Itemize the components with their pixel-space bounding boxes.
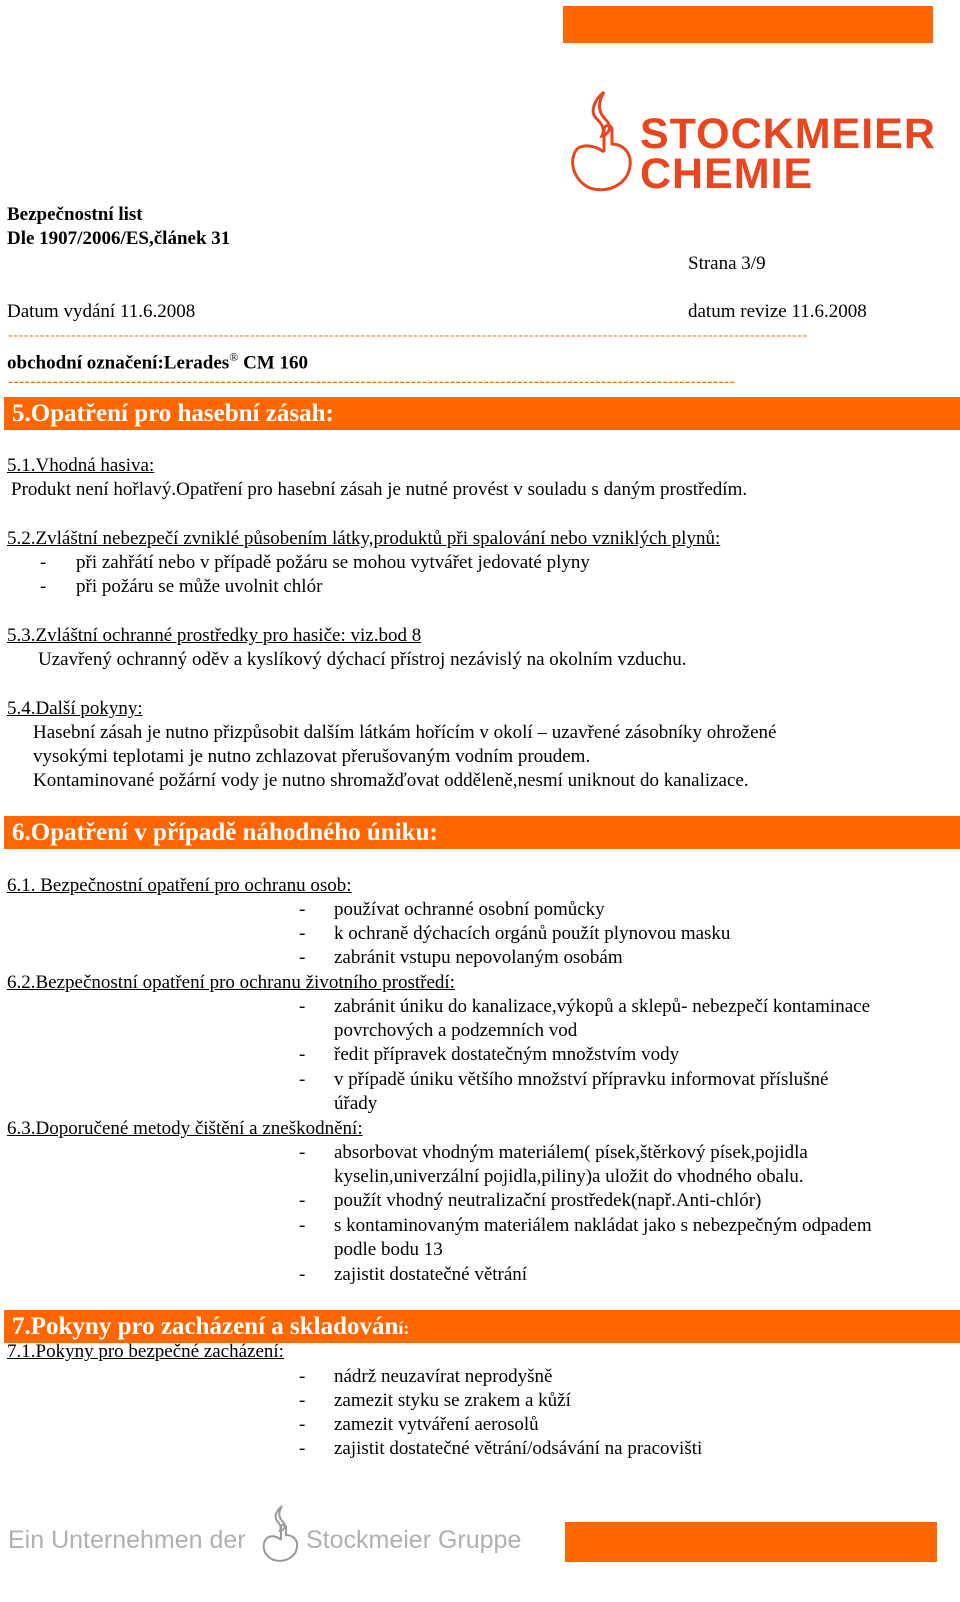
s62-dash-3: - xyxy=(299,1069,306,1090)
logo-brand-line1: STOCKMEIER xyxy=(640,110,936,158)
s61-dash-2: - xyxy=(299,923,306,944)
s62-item-3a: v případě úniku většího množství přípravku informovat příslušné xyxy=(334,1069,829,1090)
s62-item-1b: povrchových a podzemních vod xyxy=(334,1020,578,1041)
doc-title: Bezpečnostní list xyxy=(7,204,143,225)
s71-dash-4: - xyxy=(299,1438,306,1459)
s51-heading: 5.1.Vhodná hasiva: xyxy=(7,455,155,476)
section-6-bar xyxy=(4,816,960,849)
s63-item-4: zajistit dostatečné větrání xyxy=(334,1264,528,1285)
footer-left-text: Ein Unternehmen der xyxy=(8,1526,246,1554)
trade-name-suffix: CM 160 xyxy=(238,352,308,374)
trade-name xyxy=(7,350,308,374)
issue-date: Datum vydání 11.6.2008 xyxy=(7,301,196,322)
s63-dash-2: - xyxy=(299,1190,306,1211)
s62-item-2: ředit přípravek dostatečným množstvím vody xyxy=(334,1044,680,1065)
s52-item-1: při zahřátí nebo v případě požáru se mohou vytvářet jedovaté plyny xyxy=(76,552,590,573)
section-5-title: 5.Opatření pro hasební zásah: xyxy=(12,400,334,427)
s63-dash-4: - xyxy=(299,1264,306,1285)
s52-dash-2: - xyxy=(40,576,47,597)
s71-item-4: zajistit dostatečné větrání/odsávání na pracovišti xyxy=(334,1438,703,1459)
flame-hand-icon xyxy=(566,88,636,198)
s54-line-2: vysokými teplotami je nutno zchlazovat přerušovaným vodním proudem. xyxy=(33,746,591,767)
trade-name-label: obchodní označení:Lerades xyxy=(7,352,230,374)
regulation-line: Dle 1907/2006/ES,článek 31 xyxy=(7,228,231,249)
hand-flame-footer-icon xyxy=(260,1504,300,1564)
s51-text: Produkt není hořlavý.Opatření pro hasební zásah je nutné provést v souladu s daným prostředím. xyxy=(11,479,748,500)
s63-dash-1: - xyxy=(299,1142,306,1163)
s63-item-3b: podle bodu 13 xyxy=(334,1239,443,1260)
s71-dash-3: - xyxy=(299,1414,306,1435)
s71-item-3: zamezit vytváření aerosolů xyxy=(334,1414,539,1435)
section-7-bar xyxy=(4,1310,960,1343)
s52-item-2: při požáru se může uvolnit chlór xyxy=(76,576,323,597)
s61-heading: 6.1. Bezpečnostní opatření pro ochranu osob: xyxy=(7,875,352,896)
header-accent-bar xyxy=(563,6,933,43)
s52-heading: 5.2.Zvláštní nebezpečí zvniklé působením látky,produktů při spalování nebo vzniklých plynů: xyxy=(7,528,721,549)
s54-line-1: Hasební zásah je nutno přizpůsobit dalším látkám hořícím v okolí – uzavřené zásobníky ohrožené xyxy=(33,722,777,743)
section-7-title-main: 7.Pokyny pro zacházení a skladován xyxy=(12,1313,399,1340)
s61-item-3: zabránit vstupu nepovolaným osobám xyxy=(334,947,623,968)
s61-dash-1: - xyxy=(299,899,306,920)
section-5-bar xyxy=(4,397,960,430)
s71-item-1: nádrž neuzavírat neprodyšně xyxy=(334,1366,553,1387)
section-6-title: 6.Opatření v případě náhodného úniku: xyxy=(12,819,438,846)
s71-dash-2: - xyxy=(299,1390,306,1411)
s63-item-3a: s kontaminovaným materiálem nakládat jako s nebezpečným odpadem xyxy=(334,1215,872,1236)
s61-item-1: používat ochranné osobní pomůcky xyxy=(334,899,605,920)
s71-item-2: zamezit styku se zrakem a kůží xyxy=(334,1390,571,1411)
s63-dash-3: - xyxy=(299,1215,306,1236)
s63-item-1b: kyselin,univerzální pojidla,piliny)a uložit do vhodného obalu. xyxy=(334,1166,804,1187)
s63-heading: 6.3.Doporučené metody čištění a zneškodnění: xyxy=(7,1118,363,1139)
separator-line: -------------------------------------------------------------------------------------------------------------------------------------------------------- xyxy=(8,328,808,343)
footer-right-text: Stockmeier Gruppe xyxy=(306,1526,522,1554)
s63-item-2: použít vhodný neutralizační prostředek(např.Anti-chlór) xyxy=(334,1190,762,1211)
section-7-title-tail: í: xyxy=(398,1318,410,1338)
s52-dash-1: - xyxy=(40,552,47,573)
s54-heading: 5.4.Další pokyny: xyxy=(7,698,143,719)
s71-dash-1: - xyxy=(299,1366,306,1387)
logo-brand-line2: CHEMIE xyxy=(640,150,814,198)
stockmeier-logo xyxy=(566,88,936,198)
s62-item-1a: zabránit úniku do kanalizace,výkopů a sklepů- nebezpečí kontaminace xyxy=(334,996,870,1017)
s54-line-3: Kontaminované požární vody je nutno shromažďovat odděleně,nesmí uniknout do kanalizace. xyxy=(33,770,749,791)
revision-date: datum revize 11.6.2008 xyxy=(688,301,867,322)
s61-dash-3: - xyxy=(299,947,306,968)
s62-heading: 6.2.Bezpečnostní opatření pro ochranu životního prostředí: xyxy=(7,972,455,993)
section-7-title xyxy=(12,1310,409,1345)
footer-accent-bar xyxy=(565,1522,937,1562)
s53-heading: 5.3.Zvláštní ochranné prostředky pro hasiče: viz.bod 8 xyxy=(7,625,422,646)
registered-mark: ® xyxy=(229,350,239,364)
page-number: Strana 3/9 xyxy=(688,253,766,274)
s53-text: Uzavřený ochranný oděv a kyslíkový dýchací přístroj nezávislý na okolním vzduchu. xyxy=(38,649,687,670)
separator-line-bold: ---------------------------------------------------------------------------------------------------------------------------------- xyxy=(8,374,736,390)
s61-item-2: k ochraně dýchacích orgánů použít plynovou masku xyxy=(334,923,731,944)
s62-dash-2: - xyxy=(299,1044,306,1065)
s71-heading: 7.1.Pokyny pro bezpečné zacházení: xyxy=(7,1341,284,1362)
s63-item-1a: absorbovat vhodným materiálem( písek,štěrkový písek,pojidla xyxy=(334,1142,808,1163)
s62-dash-1: - xyxy=(299,996,306,1017)
s62-item-3b: úřady xyxy=(334,1093,378,1114)
